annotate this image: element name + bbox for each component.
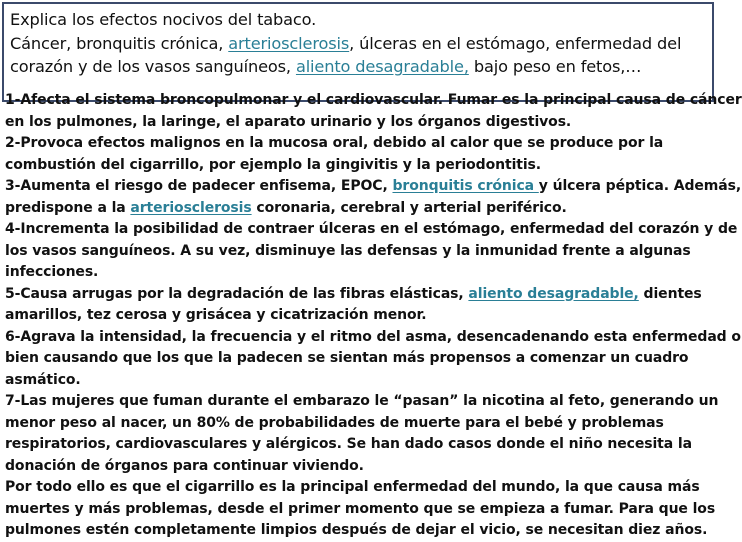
- question-answer-box: [2, 2, 714, 102]
- answer-highlight-aliento: aliento desagradable,: [295, 57, 469, 76]
- answer-text: corazón y de los vasos sanguíneos,: [10, 57, 296, 76]
- body-line: 7-Las mujeres que fuman durante el embarazo le “pasan” la nicotina al feto, generando un: [5, 393, 719, 409]
- body-text: 3-Aumenta el riesgo de padecer enfisema, EPOC,: [5, 178, 393, 194]
- body-text: 5-Causa arrugas por la degradación de las fibras elásticas,: [5, 285, 469, 302]
- body-text: coronaria, cerebral y arterial periférico.: [251, 199, 567, 216]
- body-line: [5, 176, 742, 198]
- body-line: muertes y más problemas, desde el primer momento que se empieza a fumar. Para que los: [5, 500, 716, 517]
- answer-text: Cáncer, bronquitis crónica,: [10, 33, 229, 53]
- body-line: [5, 284, 717, 306]
- body-line: 6-Agrava la intensidad, la frecuencia y el ritmo del asma, desencadenando esta enfermedad o: [5, 328, 741, 345]
- body-line: 1-Afecta el sistema broncopulmonar y el cardiovascular. Fumar es la principal causa de cáncer: [5, 92, 742, 108]
- body-line: en los pulmones, la laringe, el aparato urinario y los órganos digestivos.: [5, 113, 572, 130]
- body-line: bien causando que los que la padecen se sientan más propensos a comenzar un cuadro: [5, 350, 689, 366]
- highlight-aliento: aliento desagradable,: [468, 285, 639, 302]
- body-line: asmático.: [5, 371, 81, 388]
- body-line: 4-Incrementa la posibilidad de contraer úlceras en el estómago, enfermedad del corazón y de: [5, 221, 738, 237]
- body-line: infecciones.: [5, 264, 99, 280]
- body-line: 2-Provoca efectos malignos en la mucosa oral, debido al calor que se produce por la: [5, 135, 664, 151]
- answer-line-1: [10, 32, 704, 56]
- question-text: Explica los efectos nocivos del tabaco.: [10, 10, 317, 29]
- body-line: donación de órganos para continuar viviendo.: [5, 457, 364, 474]
- explanation-body: [5, 90, 742, 542]
- body-line: combustión del cigarrillo, por ejemplo la gingivitis y la periodontitis.: [5, 156, 542, 173]
- body-line: amarillos, tez cerosa y grisácea y cicatrización menor.: [5, 307, 427, 323]
- body-line: pulmones estén completamente limpios después de dejar el vicio, se necesitan diez años.: [5, 522, 708, 538]
- answer-highlight-arteriosclerosis: arteriosclerosis: [228, 33, 350, 53]
- body-text: predispone a la: [5, 199, 131, 216]
- highlight-arteriosclerosis: arteriosclerosis: [130, 199, 252, 216]
- answer-line-2: [10, 55, 704, 79]
- body-line: respiratorios, cardiovasculares y alérgicos. Se han dado casos donde el niño necesita la: [5, 436, 692, 452]
- body-text: dientes: [638, 285, 702, 302]
- highlight-bronquitis: bronquitis crónica: [392, 178, 539, 194]
- body-line: menor peso al nacer, un 80% de probabilidades de muerte para el bebé y problemas: [5, 414, 664, 431]
- answer-text: bajo peso en fetos,…: [468, 57, 642, 76]
- answer-text: , úlceras en el estómago, enfermedad del: [349, 33, 682, 53]
- body-line: los vasos sanguíneos. A su vez, disminuye las defensas y la inmunidad frente a algunas: [5, 242, 691, 259]
- body-line: Por todo ello es que el cigarrillo es la principal enfermedad del mundo, la que causa más: [5, 479, 700, 495]
- body-text: y úlcera péptica. Además,: [538, 178, 742, 194]
- body-line: [5, 198, 717, 220]
